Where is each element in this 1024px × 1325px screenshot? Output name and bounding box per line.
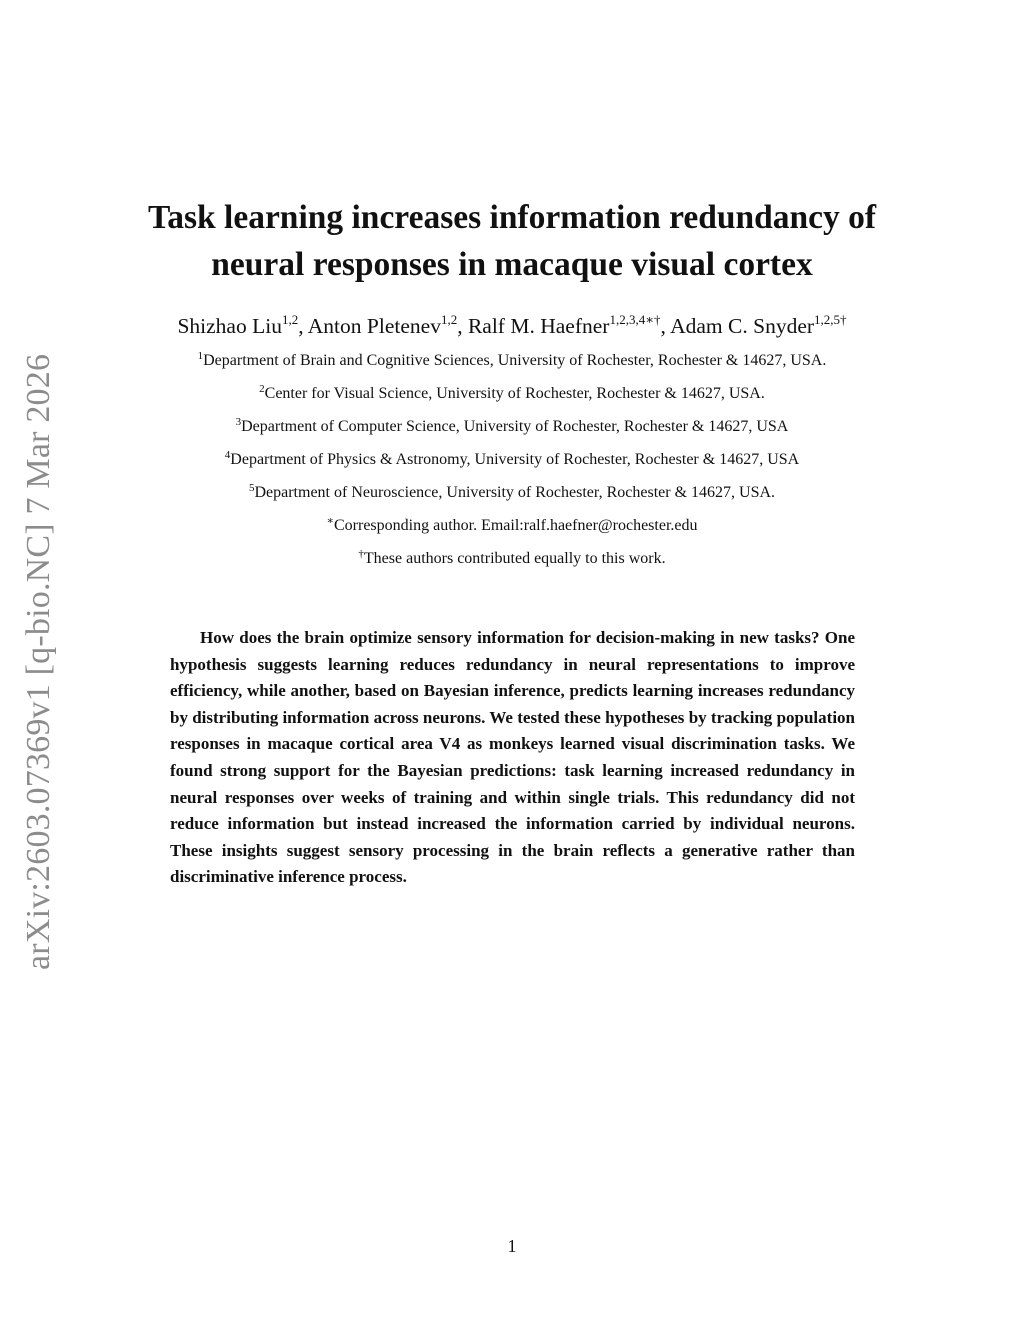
affiliation-text: Department of Neuroscience, University of Rochester, Rochester & 14627, USA. <box>254 484 776 501</box>
affiliation-mark: 4 <box>224 449 231 461</box>
author-name: Ralf M. Haefner <box>467 314 610 338</box>
title-line: neural responses in macaque visual cortex <box>211 246 813 283</box>
corresponding-author-note <box>60 513 964 546</box>
author-affiliation-marks: 1,2 <box>281 312 299 327</box>
affiliation-mark: 1 <box>197 350 204 362</box>
author-affiliation-marks: 1,2 <box>440 312 458 327</box>
author-name: Shizhao Liu <box>177 314 282 338</box>
author-name: Adam C. Snyder <box>670 314 815 338</box>
affiliation-mark: 5 <box>248 482 255 494</box>
abstract-paragraph: How does the brain optimize sensory information for decision-making in new tasks? One hypothesis suggests learning reduces redundancy in neural representations to improve efficiency, while another, based on Bayesian inference, predicts learning increases redundancy by distributing information across neurons. We tested these hypotheses by tracking population responses in macaque cortical area V4 as monkeys learned visual discrimination tasks. We found strong support for the Bayesian predictions: task learning increased redundancy in neural responses over weeks of training and within single trials. This redundancy did not reduce information but instead increased the information carried by individual neurons. These insights suggest sensory processing in the brain reflects a generative rather than discriminative inference process. <box>170 628 855 887</box>
author-separator: , <box>298 314 308 338</box>
arxiv-identifier-stamp: arXiv:2603.07369v1 [q-bio.NC] 7 Mar 2026 <box>20 353 57 970</box>
affiliation-text: Department of Computer Science, University of Rochester, Rochester & 14627, USA <box>241 418 789 435</box>
affiliation-mark: 3 <box>235 416 242 428</box>
corresponding-author-text: Corresponding author. Email:ralf.haefner@rochester.edu <box>333 517 698 534</box>
affiliation-mark: 2 <box>259 383 265 395</box>
author-separator: , <box>457 314 468 338</box>
author-list <box>60 310 964 345</box>
affiliation-line <box>60 348 964 381</box>
equal-contribution-note <box>60 546 964 579</box>
affiliation-line <box>60 414 964 447</box>
affiliation-list <box>60 348 964 579</box>
affiliation-line <box>60 480 964 513</box>
author-name: Anton Pletenev <box>307 314 441 338</box>
affiliation-line <box>60 447 964 480</box>
affiliation-text: Department of Physics & Astronomy, University of Rochester, Rochester & 14627, USA <box>230 451 800 468</box>
affiliation-text: Center for Visual Science, University of Rochester, Rochester & 14627, USA. <box>264 385 765 402</box>
author-affiliation-marks: 1,2,5† <box>814 312 847 327</box>
footnote-mark: ∗ <box>326 515 334 527</box>
footnote-mark: † <box>358 548 364 560</box>
author-affiliation-marks: 1,2,3,4∗† <box>609 312 661 327</box>
affiliation-line <box>60 381 964 414</box>
affiliation-text: Department of Brain and Cognitive Sciences, University of Rochester, Rochester & 14627, USA. <box>203 352 827 369</box>
equal-contribution-text: These authors contributed equally to this work. <box>363 550 666 567</box>
title-line: Task learning increases information redundancy of <box>147 199 877 236</box>
author-separator: , <box>660 314 671 338</box>
page-number: 1 <box>507 1236 517 1256</box>
paper-title <box>100 194 924 288</box>
